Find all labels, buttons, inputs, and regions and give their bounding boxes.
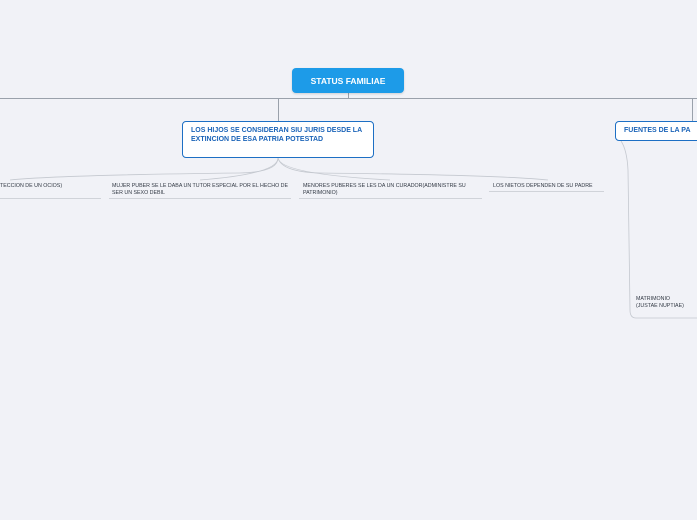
fan-line-1 [10,158,278,180]
central-topic[interactable]: STATUS FAMILIAE [292,68,404,93]
fan-line-4 [278,158,548,180]
topic-fuentes[interactable]: FUENTES DE LA PA [615,121,697,141]
subtopic-proteccion[interactable]: TECCION DE UN OCIOS) [0,183,63,189]
subtopic-matrimonio[interactable]: MATRIMONIO (JUSTAE NUPTIAE) [636,296,684,309]
subtopic-menores-puberes[interactable]: MENORES PUBERES SE LES DA UN CURADOR(ADMINISTRE SU PATRIMONIO) [303,183,466,196]
fan-line-3 [278,158,390,180]
fan-line-2 [200,158,278,180]
subtopic-mujer-puber[interactable]: MUJER PUBER SE LE DABA UN TUTOR ESPECIAL POR EL HECHO DE SER UN SEXO DEBIL [112,183,289,196]
fan-line-5 [621,141,697,318]
subtopic-los-nietos[interactable]: LOS NIETOS DEPENDEN DE SU PADRE [493,183,593,189]
topic-los-hijos[interactable]: LOS HIJOS SE CONSIDERAN SIU JURIS DESDE LA EXTINCION DE ESA PATRIA POTESTAD [182,121,374,158]
